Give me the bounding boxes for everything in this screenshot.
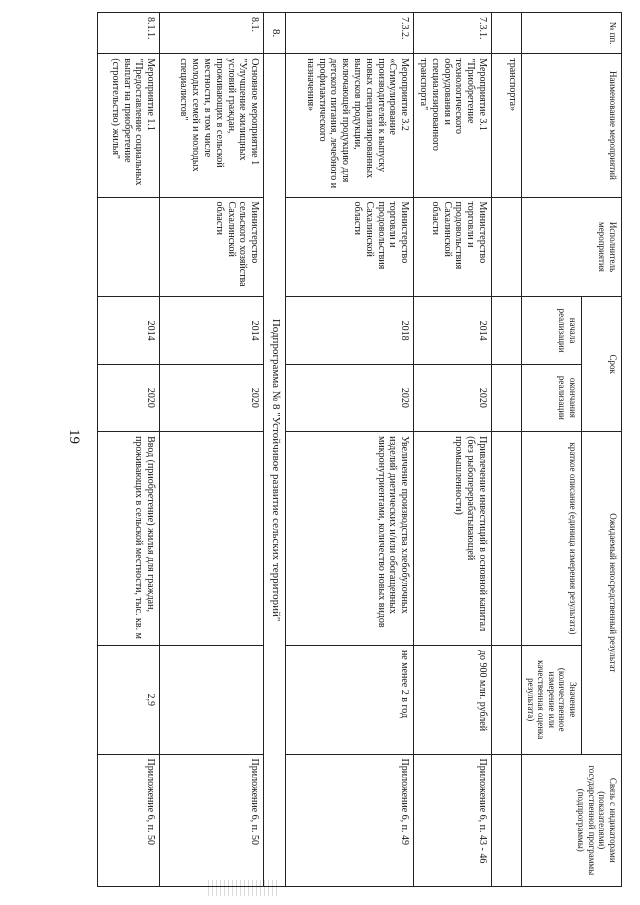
row-executor: Министерство торговли и продовольствия Сахалинской области [286,197,414,297]
row-start: 2018 [286,297,414,364]
row-end [491,364,521,431]
row-value [160,645,264,754]
row-executor: Министерство торговли и продовольствия Сахалинской области [414,197,492,297]
subprogram-row [264,13,286,887]
row-end: 2020 [414,364,492,431]
row-end: 2020 [160,364,264,431]
row-value [491,645,521,754]
row-link: Приложение 6, п. 50 [98,754,160,887]
row-link: Приложение 6, п. 43 - 46 [414,754,492,887]
subprogram-title: Подпрограмма № 8 "Устойчивое развитие сельских территорий" [264,54,286,887]
header-desc: краткое описание (единица измерения результата) [521,432,581,646]
row-value: 2,9 [98,645,160,754]
row-value: не менее 2 в год [286,645,414,754]
row-start: 2014 [414,297,492,364]
row-desc: Ввод (приобретение) жилья для граждан, проживающих в сельской местности, тыс. кв. м [98,432,160,646]
subprogram-num: 8. [264,13,286,54]
table-row [286,13,414,887]
row-name: транспорта» [491,54,521,197]
row-desc [491,432,521,646]
table-row [414,13,492,887]
row-executor [98,197,160,297]
row-end: 2020 [98,364,160,431]
header-value: Значение (количественное измерение или качественная оценка результата) [521,645,581,754]
row-start: 2014 [98,297,160,364]
header-num: № пп. [521,13,621,54]
row-num: 7.3.2. [286,13,414,54]
row-end: 2020 [286,364,414,431]
row-link: Приложение 6, п. 50 [160,754,264,887]
row-num [491,13,521,54]
header-link: Связь с индикаторами (показателями) государственной программы (подпрограммы) [521,754,621,887]
table-row [98,13,160,887]
row-value: до 900 млн. рублей [414,645,492,754]
header-name: Наименование мероприятий [521,54,621,197]
row-start [491,297,521,364]
row-desc: Привлечение инвестиций в основной капитал (без рыбоперерабатывающей промышленности) [414,432,492,646]
header-executor: Исполнитель мероприятия [521,197,621,297]
row-start: 2014 [160,297,264,364]
row-desc: Увеличение производства хлебобулочных изделий диетических и/или обогащенных микронутриентами, количество новых видов [286,432,414,646]
row-executor [491,197,521,297]
header-end: окончания реализации [521,364,581,431]
row-name: Мероприятие 1.1 "Предоставление социальных выплат на приобретение (строительство) жилья" [98,54,160,197]
page-number: 19 [66,429,82,444]
row-num: 8.1. [160,13,264,54]
row-num: 7.3.1. [414,13,492,54]
rotated-table-container [109,12,622,887]
row-link: Приложение 6, п. 49 [286,754,414,887]
row-num: 8.1.1. [98,13,160,54]
table-row [160,13,264,887]
row-name: Мероприятие 3.2 «Стимулирование производителей к выпуску новых специализированных выпусков продукции, включающей продукцию для детского питания, лечебного и профилактического назначения» [286,54,414,197]
header-start: начала реализации [521,297,581,364]
measures-table [97,12,622,887]
header-term: Срок [582,297,622,432]
row-link [491,754,521,887]
table-row [491,13,521,887]
row-name: Мероприятие 3.1 "Приобретение технологического оборудования и специализированного транспорта" [414,54,492,197]
header-result: Ожидаемый непосредственный результат [582,432,622,754]
row-desc [160,432,264,646]
row-name: Основное мероприятие 1 "Улучшение жилищных условий граждан, проживающих в сельской местности, в том числе молодых семей и молодых специалистов" [160,54,264,197]
row-executor: Министерство сельского хозяйства Сахалинской области [160,197,264,297]
